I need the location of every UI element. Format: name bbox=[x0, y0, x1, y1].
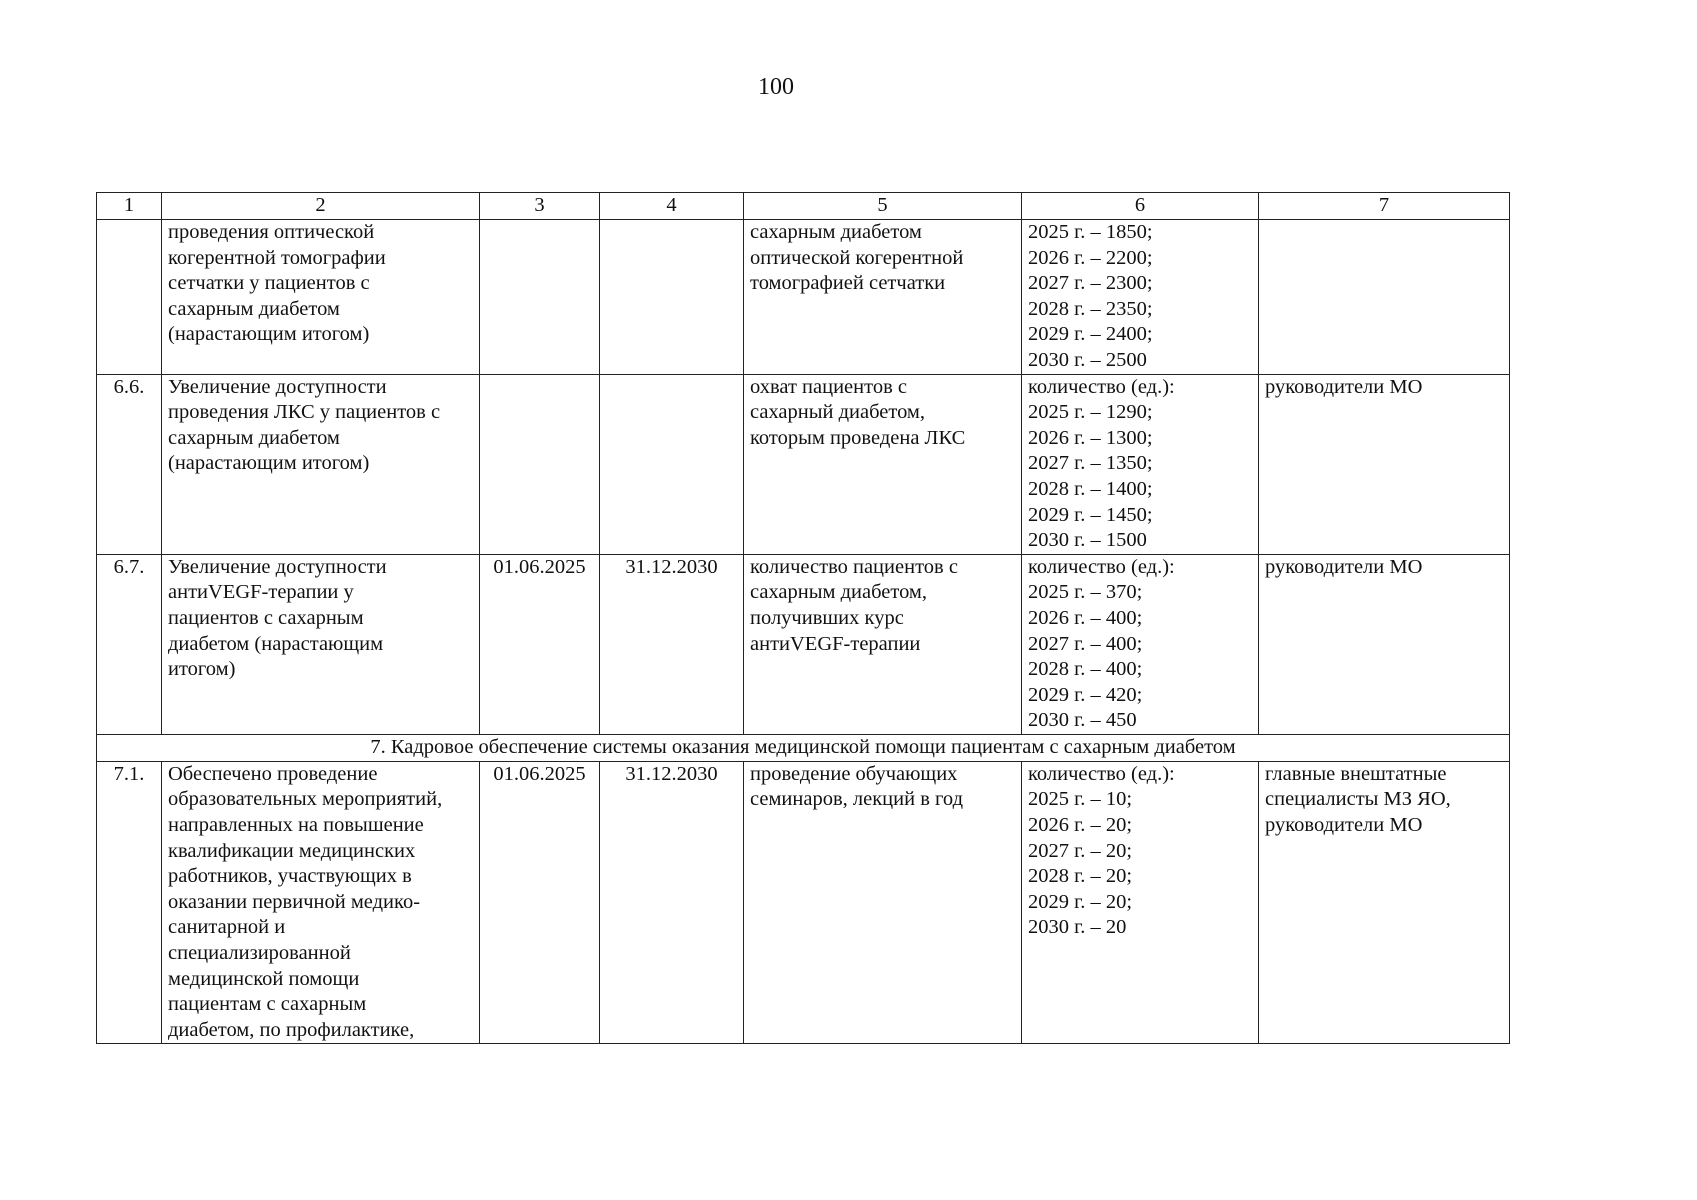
task-line: пациентов с сахарным bbox=[168, 606, 364, 629]
section-row bbox=[97, 734, 1510, 761]
indicator-line: сахарным диабетом, bbox=[750, 581, 928, 604]
indicator-line: количество пациентов с bbox=[750, 555, 958, 578]
column-header-4: 4 bbox=[600, 193, 744, 220]
task-line: образовательных мероприятий, bbox=[168, 788, 443, 811]
page-number: 100 bbox=[758, 74, 794, 100]
task-cell bbox=[162, 220, 480, 375]
responsible-cell bbox=[1259, 220, 1510, 375]
responsible-cell bbox=[1259, 554, 1510, 734]
value-line: 2029 г. – 1450; bbox=[1028, 503, 1153, 526]
task-line: итогом) bbox=[168, 658, 236, 681]
indicator-cell bbox=[744, 761, 1022, 1044]
indicator-line: сахарным диабетом bbox=[750, 221, 922, 243]
column-header-7: 7 bbox=[1259, 193, 1510, 220]
task-line: (нарастающим итогом) bbox=[168, 323, 370, 346]
indicator-cell bbox=[744, 554, 1022, 734]
section-title: 7. Кадровое обеспечение системы оказания медицинской помощи пациентам с сахарным диабетом bbox=[97, 734, 1510, 761]
task-line: квалификации медицинских bbox=[168, 839, 416, 862]
task-line: диабетом, по профилактике, bbox=[168, 1018, 415, 1041]
value-line: 2030 г. – 2500 bbox=[1028, 348, 1147, 371]
column-header-2: 2 bbox=[162, 193, 480, 220]
table-row bbox=[97, 761, 1510, 1044]
value-line: 2028 г. – 400; bbox=[1028, 658, 1143, 681]
task-line: Увеличение доступности bbox=[168, 555, 387, 578]
value-line: 2026 г. – 400; bbox=[1028, 606, 1143, 629]
end-date-cell: 31.12.2030 bbox=[600, 554, 744, 734]
responsible-line: специалисты МЗ ЯО, bbox=[1265, 788, 1451, 811]
value-line: 2027 г. – 1350; bbox=[1028, 452, 1153, 475]
task-line: направленных на повышение bbox=[168, 814, 424, 837]
value-line: 2030 г. – 20 bbox=[1028, 916, 1127, 939]
task-line: медицинской помощи bbox=[168, 967, 360, 990]
values-cell bbox=[1022, 374, 1259, 554]
column-header-5: 5 bbox=[744, 193, 1022, 220]
values-cell bbox=[1022, 554, 1259, 734]
value-line: 2026 г. – 2200; bbox=[1028, 246, 1153, 269]
value-line: 2026 г. – 20; bbox=[1028, 814, 1133, 837]
responsible-line: руководители МО bbox=[1265, 375, 1423, 398]
indicator-line: оптической когерентной bbox=[750, 246, 964, 269]
task-line: проведения оптической bbox=[168, 221, 375, 243]
column-header-3: 3 bbox=[480, 193, 600, 220]
value-line: 2026 г. – 1300; bbox=[1028, 426, 1153, 449]
task-line: пациентам с сахарным bbox=[168, 993, 367, 1016]
value-line: 2030 г. – 450 bbox=[1028, 709, 1137, 732]
indicator-line: проведение обучающих bbox=[750, 762, 958, 785]
row-number bbox=[97, 220, 162, 375]
responsible-line: главные внештатные bbox=[1265, 762, 1447, 785]
value-line: 2025 г. – 370; bbox=[1028, 581, 1143, 604]
indicator-line: охват пациентов с bbox=[750, 375, 907, 398]
table-row bbox=[97, 374, 1510, 554]
start-date-cell bbox=[480, 220, 600, 375]
indicator-line: антиVEGF-терапии bbox=[750, 632, 921, 655]
value-line: 2029 г. – 2400; bbox=[1028, 323, 1153, 346]
task-line: санитарной и bbox=[168, 916, 286, 939]
task-line: работников, участвующих в bbox=[168, 865, 412, 888]
values-cell bbox=[1022, 220, 1259, 375]
value-line: количество (ед.): bbox=[1028, 375, 1175, 398]
value-line: 2028 г. – 2350; bbox=[1028, 297, 1153, 320]
value-line: 2027 г. – 20; bbox=[1028, 839, 1133, 862]
responsible-line: руководители МО bbox=[1265, 555, 1423, 578]
value-line: 2028 г. – 20; bbox=[1028, 865, 1133, 888]
column-header-6: 6 bbox=[1022, 193, 1259, 220]
task-line: (нарастающим итогом) bbox=[168, 452, 370, 475]
indicator-line: томографией сетчатки bbox=[750, 272, 946, 295]
column-header-1: 1 bbox=[97, 193, 162, 220]
value-line: 2027 г. – 2300; bbox=[1028, 272, 1153, 295]
task-line: Обеспечено проведение bbox=[168, 762, 378, 785]
value-line: 2025 г. – 10; bbox=[1028, 788, 1133, 811]
table-row bbox=[97, 554, 1510, 734]
indicator-line: которым проведена ЛКС bbox=[750, 426, 966, 449]
responsible-cell bbox=[1259, 374, 1510, 554]
responsible-cell bbox=[1259, 761, 1510, 1044]
value-line: количество (ед.): bbox=[1028, 762, 1175, 785]
task-line: диабетом (нарастающим bbox=[168, 632, 384, 655]
start-date-cell: 01.06.2025 bbox=[480, 761, 600, 1044]
indicator-line: семинаров, лекций в год bbox=[750, 788, 964, 811]
row-number: 7.1. bbox=[97, 761, 162, 1044]
row-number: 6.6. bbox=[97, 374, 162, 554]
indicator-cell bbox=[744, 220, 1022, 375]
responsible-line: руководители МО bbox=[1265, 814, 1423, 837]
start-date-cell: 01.06.2025 bbox=[480, 554, 600, 734]
measures-table bbox=[96, 192, 1510, 1044]
value-line: 2027 г. – 400; bbox=[1028, 632, 1143, 655]
start-date-cell bbox=[480, 374, 600, 554]
value-line: 2025 г. – 1850; bbox=[1028, 221, 1153, 243]
value-line: 2029 г. – 420; bbox=[1028, 683, 1143, 706]
value-line: 2025 г. – 1290; bbox=[1028, 401, 1153, 424]
indicator-cell bbox=[744, 374, 1022, 554]
value-line: 2030 г. – 1500 bbox=[1028, 529, 1147, 552]
row-number: 6.7. bbox=[97, 554, 162, 734]
value-line: количество (ед.): bbox=[1028, 555, 1175, 578]
value-line: 2028 г. – 1400; bbox=[1028, 477, 1153, 500]
task-line: сетчатки у пациентов с bbox=[168, 272, 370, 295]
task-line: оказании первичной медико- bbox=[168, 890, 421, 913]
indicator-line: получивших курс bbox=[750, 606, 904, 629]
task-cell bbox=[162, 374, 480, 554]
task-line: антиVEGF-терапии у bbox=[168, 581, 354, 604]
table-row bbox=[97, 220, 1510, 375]
task-line: проведения ЛКС у пациентов с bbox=[168, 401, 441, 424]
column-number-row bbox=[97, 193, 1510, 220]
task-line: сахарным диабетом bbox=[168, 426, 340, 449]
values-cell bbox=[1022, 761, 1259, 1044]
task-line: специализированной bbox=[168, 942, 351, 965]
indicator-line: сахарный диабетом, bbox=[750, 401, 926, 424]
value-line: 2029 г. – 20; bbox=[1028, 890, 1133, 913]
task-cell bbox=[162, 761, 480, 1044]
task-line: Увеличение доступности bbox=[168, 375, 387, 398]
task-line: сахарным диабетом bbox=[168, 297, 340, 320]
end-date-cell bbox=[600, 220, 744, 375]
task-line: когерентной томографии bbox=[168, 246, 386, 269]
end-date-cell: 31.12.2030 bbox=[600, 761, 744, 1044]
task-cell bbox=[162, 554, 480, 734]
end-date-cell bbox=[600, 374, 744, 554]
